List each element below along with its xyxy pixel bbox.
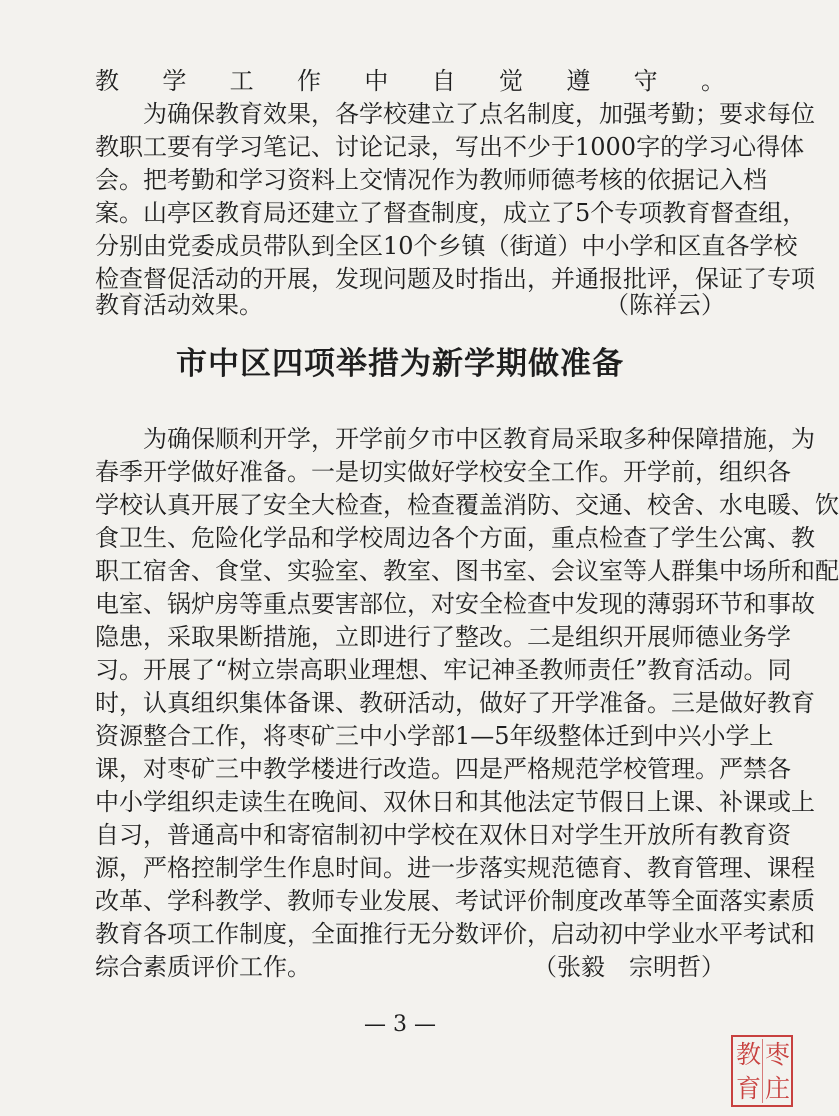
paragraph-line: 习。开展了“树立崇高职业理想、牢记神圣教师责任”教育活动。同 <box>95 656 792 684</box>
paragraph-line: 检查督促活动的开展，发现问题及时指出，并通报批评，保证了专项 <box>95 265 815 293</box>
paragraph-line: 分别由党委成员带队到全区10个乡镇（街道）中小学和区直各学校 <box>95 232 798 260</box>
paragraph-line: 为确保教育效果，各学校建立了点名制度，加强考勤；要求每位 <box>95 100 815 128</box>
paragraph-line: 教育各项工作制度，全面推行无分数评价，启动初中学业水平考试和 <box>95 920 815 948</box>
paragraph-line: 为确保顺利开学，开学前夕市中区教育局采取多种保障措施，为 <box>95 425 815 453</box>
paragraph-line: 学校认真开展了安全大检查，检查覆盖消防、交通、校舍、水电暖、饮 <box>95 491 839 519</box>
paragraph-line: 课，对枣矿三中教学楼进行改造。四是严格规范学校管理。严禁各 <box>95 755 791 783</box>
seal-char: 庄 <box>764 1074 790 1103</box>
paragraph-line: 职工宿舍、食堂、实验室、教室、图书室、会议室等人群集中场所和配 <box>95 557 839 585</box>
author-byline: （陈祥云） <box>605 291 725 319</box>
paragraph-line: 源，严格控制学生作息时间。进一步落实规范德育、教育管理、课程 <box>95 854 815 882</box>
seal-char: 教 <box>735 1040 761 1069</box>
seal-char: 枣 <box>764 1040 790 1069</box>
paragraph-line: 隐患，采取果断措施，立即进行了整改。二是组织开展师德业务学 <box>95 623 791 651</box>
paragraph-line: 时，认真组织集体备课、教研活动，做好了开学准备。三是做好教育 <box>95 689 815 717</box>
article-title: 市中区四项举措为新学期做准备 <box>176 346 624 382</box>
paragraph-line-text: 教育活动效果。 <box>95 291 263 319</box>
paragraph-line: 中小学组织走读生在晚间、双休日和其他法定节假日上课、补课或上 <box>95 788 815 816</box>
page-number: — 3 — <box>364 1012 436 1037</box>
paragraph-line: 教职工要有学习笔记、讨论记录，写出不少于1000字的学习心得体 <box>95 133 805 161</box>
paragraph-line: 自习，普通高中和寄宿制初中学校在双休日对学生开放所有教育资 <box>95 821 791 849</box>
publisher-seal <box>731 1035 793 1107</box>
paragraph-line: 案。山亭区教育局还建立了督查制度，成立了5个专项教育督查组， <box>95 199 807 227</box>
author-byline: （张毅 宗明哲） <box>533 953 725 981</box>
closing-line-with-byline <box>95 952 725 982</box>
seal-char: 育 <box>735 1074 761 1103</box>
paragraph-line: 教学工作中自觉遵守。 <box>95 67 725 95</box>
paragraph-line: 改革、学科教学、教师专业发展、考试评价制度改革等全面落实素质 <box>95 887 815 915</box>
paragraph-line-text: 综合素质评价工作。 <box>95 953 311 981</box>
paragraph-line: 资源整合工作，将枣矿三中小学部1—5年级整体迁到中兴小学上 <box>95 722 774 750</box>
paragraph-line: 电室、锅炉房等重点要害部位，对安全检查中发现的薄弱环节和事故 <box>95 590 815 618</box>
paragraph-line: 食卫生、危险化学品和学校周边各个方面，重点检查了学生公寓、教 <box>95 524 815 552</box>
paragraph-line: 会。把考勤和学习资料上交情况作为教师师德考核的依据记入档 <box>95 166 767 194</box>
paragraph-line: 春季开学做好准备。一是切实做好学校安全工作。开学前，组织各 <box>95 458 791 486</box>
paragraph-line-with-byline <box>95 290 725 320</box>
